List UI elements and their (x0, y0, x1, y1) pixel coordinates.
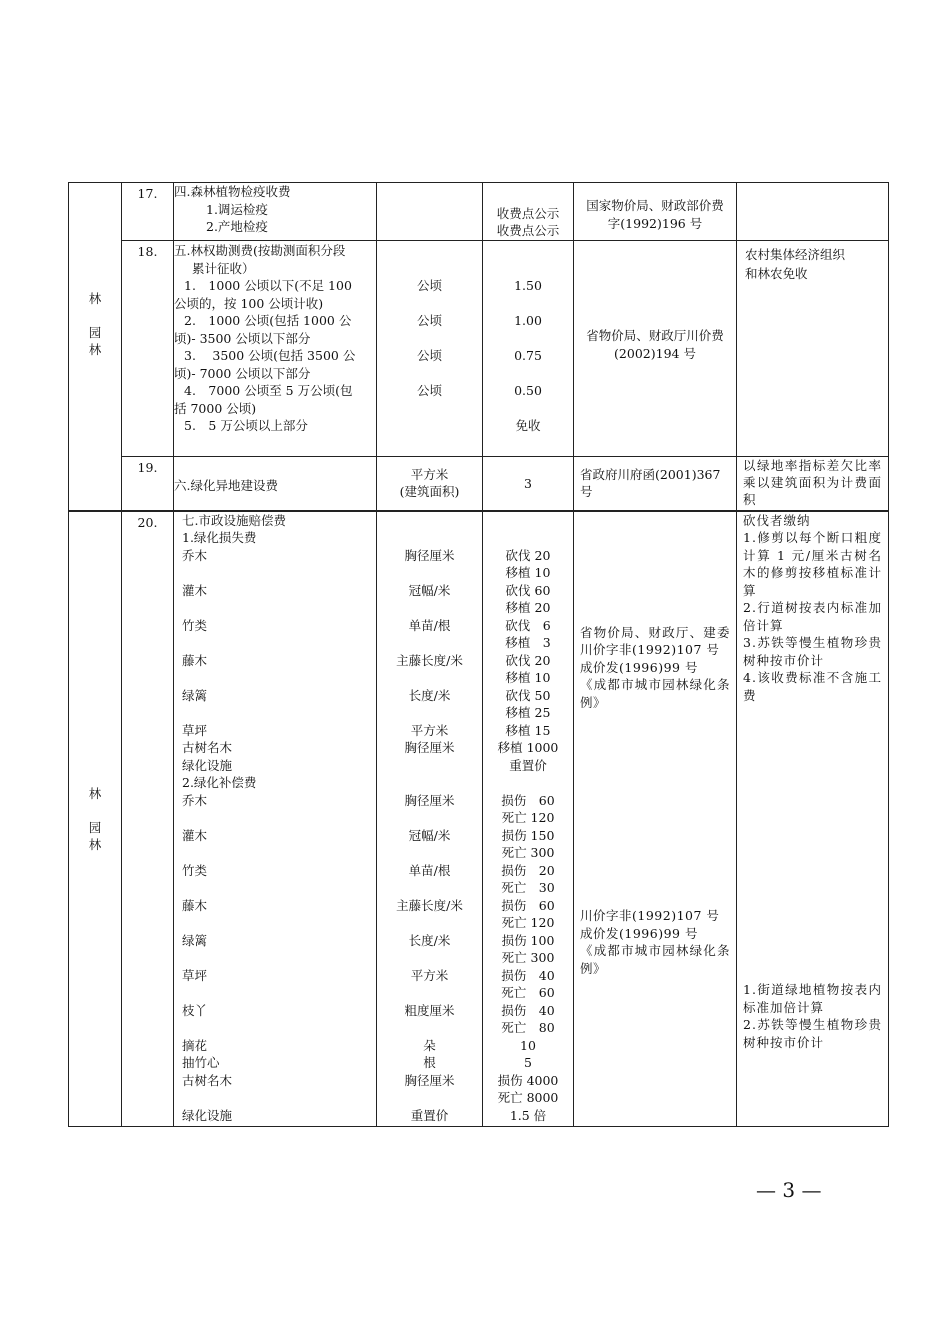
standard-line: 移植 20 (505, 600, 551, 615)
standard-line: 死亡 300 (501, 950, 555, 965)
category-cell (69, 183, 122, 511)
unit-line (377, 949, 482, 967)
standard-cell: 3 (483, 457, 574, 511)
category-label: 林 园 林 (88, 785, 102, 852)
item-line: 四.森林植物检疫收费 (174, 184, 291, 199)
standard-line: 砍伐 20 (505, 652, 551, 668)
unit-line: 根 (423, 1055, 436, 1070)
unit-line (377, 512, 482, 530)
table-row (69, 511, 889, 1127)
unit-line (377, 599, 482, 617)
item-line: 藤木 (182, 897, 208, 913)
standard-line: 死亡 120 (501, 810, 555, 825)
item-line: 枝丫 (182, 1002, 208, 1018)
basis-text: 省物价局、财政厅、建委川价字非(1992)107 号 成价发(1996)99 号 《成都市城市园林绿化条例》 (580, 624, 730, 710)
unit-line (377, 757, 482, 775)
item-line (182, 634, 376, 652)
unit-line: 胸径厘米 (404, 1072, 455, 1088)
standard-line: 5 (524, 1055, 532, 1070)
unit-line (377, 669, 482, 687)
standard-line: 0.75 (514, 348, 542, 363)
note-cell (737, 183, 889, 241)
item-line (182, 1089, 376, 1107)
unit-line: 胸径厘米 (404, 547, 455, 563)
standard-line: 损伤 100 (501, 932, 555, 948)
table-row (69, 183, 889, 241)
item-line (182, 984, 376, 1002)
standard-cell (483, 511, 574, 1127)
item-line: 乔木 (182, 792, 208, 808)
item-line (182, 914, 376, 932)
unit-line (377, 529, 482, 547)
item-cell (174, 511, 377, 1127)
standard-cell (483, 183, 574, 241)
unit-line: 平方米 (410, 722, 449, 738)
standard-line: 损伤 40 (501, 967, 555, 983)
item-line (182, 704, 376, 722)
unit-line: 单苗/根 (408, 862, 451, 878)
item-line: 2.绿化补偿费 (182, 775, 257, 790)
item-line (182, 564, 376, 582)
unit-line: 冠幅/米 (408, 582, 451, 598)
item-line: 1.调运检疫 (206, 201, 268, 217)
standard-line: 砍伐 6 (505, 617, 551, 633)
standard-line: 死亡 30 (501, 880, 555, 895)
basis-cell: 国家物价局、财政部价费字(1992)196 号 (574, 183, 737, 241)
standard-line: 死亡 8000 (497, 1090, 559, 1105)
unit-line (377, 564, 482, 582)
row-number: 20. (122, 511, 174, 1127)
item-line (182, 949, 376, 967)
standard-line: 1.00 (514, 313, 542, 328)
basis-text: 川价字非(1992)107 号 成价发(1996)99 号 《成都市城市园林绿化条例》 (580, 908, 730, 976)
basis-cell (574, 511, 737, 1127)
standard-line: 1.50 (514, 278, 542, 293)
item-line: 绿化设施 (182, 757, 233, 773)
unit-cell: 平方米 (建筑面积) (377, 457, 483, 511)
item-line (182, 1019, 376, 1037)
standard-line (483, 529, 573, 547)
standard-line: 1.5 倍 (509, 1107, 547, 1123)
standard-line: 收费点公示 (496, 205, 560, 221)
unit-line: 公顷 (416, 348, 442, 363)
unit-line: 胸径厘米 (404, 792, 455, 808)
standard-line (483, 512, 573, 530)
standard-line (483, 774, 573, 792)
unit-cell (377, 511, 483, 1127)
unit-line: 冠幅/米 (408, 827, 451, 843)
standard-line: 砍伐 60 (505, 582, 551, 598)
standard-line: 砍伐 20 (505, 547, 551, 563)
standard-line: 10 (520, 1037, 536, 1053)
note-cell: 以绿地率指标差欠比率乘以建筑面积为计费面积 (737, 457, 889, 511)
item-line: 绿篱 (182, 932, 208, 948)
item-line: 5. 5 万公顷以上部分 (184, 418, 308, 433)
unit-line (377, 914, 482, 932)
unit-line: 公顷 (416, 278, 442, 293)
item-line: 绿篱 (182, 687, 208, 703)
unit-line: 主藤长度/米 (396, 652, 463, 668)
standard-line: 免收 (515, 418, 541, 433)
item-line: 古树名木 (182, 1072, 233, 1088)
standard-line: 0.50 (514, 383, 542, 398)
item-cell: 六.绿化异地建设费 (174, 457, 377, 511)
unit-line (377, 844, 482, 862)
item-line: 草坪 (182, 722, 208, 738)
note-text: 1.街道绿地植物按表内标准加倍计算 2.苏铁等慢生植物珍贵树种按市价计 (743, 982, 882, 1050)
item-line: 括 7000 公顷) (174, 400, 257, 416)
unit-cell (377, 241, 483, 457)
item-line: 顷)- 7000 公顷以下部分 (174, 365, 311, 381)
standard-line: 死亡 300 (501, 845, 555, 860)
row-number: 19. (122, 457, 174, 511)
unit-line: 主藤长度/米 (396, 897, 463, 913)
item-line: 公顷的，按 100 公顷计收) (174, 295, 324, 311)
unit-line: 公顷 (416, 313, 442, 328)
item-line (182, 844, 376, 862)
standard-line: 重置价 (509, 757, 547, 773)
item-line: 摘花 (182, 1037, 208, 1053)
item-line: 竹类 (182, 862, 208, 878)
item-cell (174, 183, 377, 241)
item-line: 草坪 (182, 967, 208, 983)
item-line: 3. 3500 公顷(包括 3500 公 (184, 348, 356, 363)
unit-line (377, 1089, 482, 1107)
standard-line: 移植 15 (505, 722, 551, 738)
item-line (182, 879, 376, 897)
note-text: 砍伐者缴纳 1.修剪以每个断口粗度计算 1 元/厘米古树名木的修剪按移植标准计算 2.行道树按表内标准加倍计算 3.苏铁等慢生植物珍贵树种按市价计 4.该收费标准不含施工费 (743, 512, 882, 703)
item-line: 灌木 (182, 827, 208, 843)
unit-line: 重置价 (410, 1107, 449, 1123)
item-line: 古树名木 (182, 740, 233, 755)
item-line: 绿化设施 (182, 1107, 233, 1123)
standard-line: 移植 10 (505, 565, 551, 580)
item-line: 灌木 (182, 582, 208, 598)
item-line: 1. 1000 公顷以下(不足 100 (184, 278, 352, 293)
item-line: 五.林权勘测费(按勘测面积分段 (174, 243, 346, 258)
page-number: — 3 — (756, 1178, 822, 1202)
table-row (69, 457, 889, 511)
unit-line (377, 634, 482, 652)
item-line: 七.市政设施赔偿费 (182, 512, 286, 528)
item-line: 2. 1000 公顷(包括 1000 公 (184, 313, 352, 328)
standard-line: 移植 10 (505, 670, 551, 685)
item-line (182, 599, 376, 617)
standard-line: 收费点公示 (496, 223, 560, 238)
unit-cell (377, 183, 483, 241)
item-cell (174, 241, 377, 457)
item-line: 累计征收） (192, 260, 255, 276)
basis-cell: 省政府川府函(2001)367 号 (574, 457, 737, 511)
standard-cell (483, 241, 574, 457)
standard-line: 损伤 60 (501, 897, 555, 913)
unit-line: 长度/米 (408, 687, 451, 703)
unit-line: 公顷 (416, 383, 442, 398)
unit-line: 平方米 (410, 967, 449, 983)
item-line: 1.绿化损失费 (182, 530, 257, 545)
item-line: 藤木 (182, 652, 208, 668)
standard-line: 移植 25 (505, 705, 551, 720)
standard-line: 损伤 150 (501, 827, 555, 843)
unit-line (377, 984, 482, 1002)
unit-line (377, 774, 482, 792)
standard-line: 死亡 80 (501, 1020, 555, 1035)
note-cell: 农村集体经济组织和林农免收 (737, 241, 889, 457)
item-line: 乔木 (182, 547, 208, 563)
unit-line: 朵 (423, 1037, 436, 1053)
category-cell (69, 511, 122, 1127)
item-line: 4. 7000 公顷至 5 万公顷(包 (184, 383, 353, 398)
category-label: 林 园 林 (88, 291, 102, 357)
unit-line: 胸径厘米 (404, 740, 455, 755)
standard-line: 损伤 20 (501, 862, 555, 878)
standard-line: 损伤 40 (501, 1002, 555, 1018)
item-line: 抽竹心 (182, 1055, 220, 1070)
item-line (182, 669, 376, 687)
standard-line: 损伤 60 (501, 792, 555, 808)
standard-line: 损伤 4000 (497, 1072, 559, 1088)
unit-line: 粗度厘米 (404, 1002, 455, 1018)
unit-line (377, 1019, 482, 1037)
row-number: 17. (122, 183, 174, 241)
item-line: 竹类 (182, 617, 208, 633)
standard-line: 死亡 120 (501, 915, 555, 930)
standard-line: 砍伐 50 (505, 687, 551, 703)
row-number: 18. (122, 241, 174, 457)
item-line (182, 809, 376, 827)
unit-line (377, 879, 482, 897)
note-cell (737, 511, 889, 1127)
standard-line: 移植 3 (505, 635, 551, 650)
basis-cell: 省物价局、财政厅川价费(2002)194 号 (574, 241, 737, 457)
fee-table (68, 182, 889, 1127)
unit-line: 长度/米 (408, 932, 451, 948)
standard-line: 移植 1000 (497, 740, 559, 755)
unit-line (377, 809, 482, 827)
unit-line: 单苗/根 (408, 617, 451, 633)
standard-line: 死亡 60 (501, 985, 555, 1000)
item-line: 顷)- 3500 公顷以下部分 (174, 330, 311, 346)
table-row (69, 241, 889, 457)
unit-line (377, 704, 482, 722)
item-line: 2.产地检疫 (206, 219, 268, 234)
